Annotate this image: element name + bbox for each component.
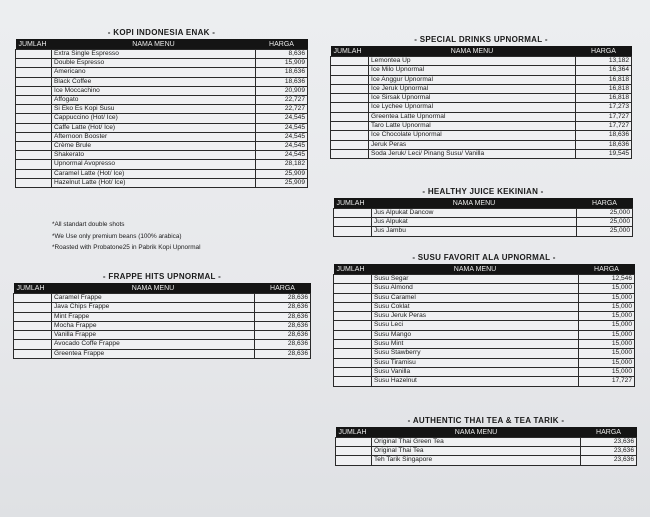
jumlah-cell <box>334 227 372 236</box>
table-row <box>334 302 635 311</box>
table-row <box>334 330 635 339</box>
table-row <box>16 132 308 141</box>
item-price: 25,909 <box>256 178 308 187</box>
item-name: Black Coffee <box>52 77 256 86</box>
item-price: 15,909 <box>256 59 308 68</box>
table-row <box>16 86 308 95</box>
item-price: 18,636 <box>576 131 632 140</box>
jumlah-cell <box>16 142 52 151</box>
item-price: 12,546 <box>579 275 635 284</box>
jumlah-cell <box>14 340 52 349</box>
table-row <box>331 149 632 158</box>
jumlah-cell <box>331 112 369 121</box>
jumlah-cell <box>14 321 52 330</box>
susu-title: - SUSU FAVORIT ALA UPNORMAL - <box>412 253 556 262</box>
column-header-nama-menu: NAMA MENU <box>52 39 256 50</box>
jumlah-cell <box>16 178 52 187</box>
item-name: Avocado Coffe Frappe <box>52 340 255 349</box>
kopi-title: - KOPI INDONESIA ENAK - <box>107 28 216 37</box>
item-price: 28,636 <box>255 294 311 303</box>
jumlah-cell <box>16 123 52 132</box>
susu-section <box>333 253 635 387</box>
jumlah-cell <box>14 312 52 321</box>
item-price: 8,636 <box>256 50 308 59</box>
column-header-nama-menu: NAMA MENU <box>369 46 576 57</box>
item-price: 18,636 <box>256 68 308 77</box>
column-header-jumlah: JUMLAH <box>336 427 372 438</box>
item-name: Double Espresso <box>52 59 256 68</box>
item-name: Afternoon Booster <box>52 132 256 141</box>
table-header-row <box>334 264 635 275</box>
item-price: 28,636 <box>255 312 311 321</box>
table-row <box>16 123 308 132</box>
item-price: 24,545 <box>256 114 308 123</box>
jumlah-cell <box>16 114 52 123</box>
item-name: Susu Leci <box>372 321 579 330</box>
table-row <box>16 151 308 160</box>
table-row <box>14 303 311 312</box>
item-price: 15,000 <box>579 293 635 302</box>
item-name: Mint Frappe <box>52 312 255 321</box>
column-header-jumlah: JUMLAH <box>334 264 372 275</box>
jumlah-cell <box>334 218 372 227</box>
jumlah-cell <box>331 122 369 131</box>
table-row <box>16 50 308 59</box>
table-header-row <box>16 39 308 50</box>
item-price: 24,545 <box>256 151 308 160</box>
item-price: 16,364 <box>576 66 632 75</box>
table-row <box>14 321 311 330</box>
jumlah-cell <box>16 169 52 178</box>
table-row <box>14 294 311 303</box>
jumlah-cell <box>14 349 52 358</box>
kopi-section <box>15 28 308 188</box>
item-price: 18,636 <box>576 140 632 149</box>
table-row <box>336 447 637 456</box>
item-name: Soda Jeruk/ Leci/ Pinang Susu/ Vanilla <box>369 149 576 158</box>
column-header-harga: HARGA <box>579 264 635 275</box>
table-row <box>16 105 308 114</box>
item-name: Extra Single Espresso <box>52 50 256 59</box>
item-price: 15,000 <box>579 330 635 339</box>
susu-table <box>333 264 635 387</box>
item-name: Affogato <box>52 96 256 105</box>
item-price: 15,000 <box>579 312 635 321</box>
note-line: *All standart double shots <box>52 221 125 228</box>
special-table <box>330 46 632 159</box>
table-row <box>16 178 308 187</box>
table-row <box>331 75 632 84</box>
item-price: 15,000 <box>579 321 635 330</box>
item-price: 28,182 <box>256 160 308 169</box>
column-header-nama-menu: NAMA MENU <box>372 427 581 438</box>
item-price: 15,000 <box>579 302 635 311</box>
table-row <box>334 321 635 330</box>
item-name: Susu Segar <box>372 275 579 284</box>
item-name: Susu Vanilla <box>372 367 579 376</box>
item-price: 25,909 <box>256 169 308 178</box>
table-row <box>334 293 635 302</box>
jumlah-cell <box>334 367 372 376</box>
table-row <box>331 103 632 112</box>
note-line: *We Use only premium beans (100% arabica) <box>52 232 182 240</box>
item-price: 23,636 <box>581 447 637 456</box>
item-price: 25,000 <box>577 218 633 227</box>
jumlah-cell <box>16 50 52 59</box>
jumlah-cell <box>331 140 369 149</box>
table-row <box>14 331 311 340</box>
item-price: 15,000 <box>579 284 635 293</box>
item-price: 20,909 <box>256 86 308 95</box>
item-name: Taro Latte Upnormal <box>369 122 576 131</box>
jumlah-cell <box>331 94 369 103</box>
jumlah-cell <box>334 330 372 339</box>
item-name: Caramel Latte (Hot/ Ice) <box>52 169 256 178</box>
item-name: Caffe Latte (Hot/ Ice) <box>52 123 256 132</box>
table-row <box>334 340 635 349</box>
table-row <box>334 275 635 284</box>
table-row <box>331 112 632 121</box>
item-price: 15,000 <box>579 349 635 358</box>
thai-table <box>335 427 637 466</box>
item-price: 16,818 <box>576 75 632 84</box>
jumlah-cell <box>16 96 52 105</box>
column-header-nama-menu: NAMA MENU <box>52 283 255 294</box>
item-name: Susu Mango <box>372 330 579 339</box>
jumlah-cell <box>334 209 372 218</box>
jumlah-cell <box>334 358 372 367</box>
column-header-harga: HARGA <box>576 46 632 57</box>
table-row <box>334 367 635 376</box>
jumlah-cell <box>336 438 372 447</box>
item-price: 25,000 <box>577 227 633 236</box>
item-price: 17,273 <box>576 103 632 112</box>
item-name: Susu Coklat <box>372 302 579 311</box>
frappe-section <box>13 272 311 359</box>
column-header-nama-menu: NAMA MENU <box>372 198 577 209</box>
column-header-harga: HARGA <box>577 198 633 209</box>
table-row <box>334 349 635 358</box>
table-row <box>331 131 632 140</box>
item-price: 18,636 <box>256 77 308 86</box>
item-name: Greentea Latte Upnormal <box>369 112 576 121</box>
item-name: Ice Anggur Upnormal <box>369 75 576 84</box>
column-header-jumlah: JUMLAH <box>16 39 52 50</box>
jumlah-cell <box>331 57 369 66</box>
note-line: *Roasted with Probatone25 in Pabrik Kopi Upnormal <box>52 244 201 251</box>
table-row <box>331 122 632 131</box>
item-name: Hazelnut Latte (Hot/ Ice) <box>52 178 256 187</box>
table-row <box>331 140 632 149</box>
item-price: 17,727 <box>576 122 632 131</box>
item-name: Susu Caramel <box>372 293 579 302</box>
item-price: 28,636 <box>255 303 311 312</box>
jumlah-cell <box>16 151 52 160</box>
item-price: 15,000 <box>579 367 635 376</box>
item-name: Susu Tiramisu <box>372 358 579 367</box>
item-name: Jus Alpukat Dancow <box>372 209 577 218</box>
item-name: Cappuccino (Hot/ Ice) <box>52 114 256 123</box>
item-price: 28,636 <box>255 349 311 358</box>
item-name: Original Thai Green Tea <box>372 438 581 447</box>
item-price: 28,636 <box>255 321 311 330</box>
table-row <box>331 84 632 93</box>
jumlah-cell <box>331 103 369 112</box>
jumlah-cell <box>331 75 369 84</box>
item-price: 25,000 <box>577 209 633 218</box>
jumlah-cell <box>336 447 372 456</box>
item-price: 19,545 <box>576 149 632 158</box>
item-price: 28,636 <box>255 340 311 349</box>
item-price: 17,727 <box>576 112 632 121</box>
column-header-jumlah: JUMLAH <box>331 46 369 57</box>
jumlah-cell <box>331 84 369 93</box>
jumlah-cell <box>331 66 369 75</box>
item-name: Mocha Frappe <box>52 321 255 330</box>
item-name: Upnormal Avopresso <box>52 160 256 169</box>
item-name: Java Chips Frappe <box>52 303 255 312</box>
jumlah-cell <box>14 331 52 340</box>
table-row <box>16 114 308 123</box>
jumlah-cell <box>16 59 52 68</box>
jumlah-cell <box>14 303 52 312</box>
table-header-row <box>336 427 637 438</box>
table-row <box>334 377 635 386</box>
item-name: Ice Lychee Upnormal <box>369 103 576 112</box>
jumlah-cell <box>334 340 372 349</box>
jumlah-cell <box>16 105 52 114</box>
table-header-row <box>334 198 633 209</box>
table-row <box>16 59 308 68</box>
item-price: 23,636 <box>581 438 637 447</box>
table-row <box>14 349 311 358</box>
column-header-harga: HARGA <box>256 39 308 50</box>
table-row <box>16 68 308 77</box>
juice-section <box>333 187 633 237</box>
table-row <box>14 340 311 349</box>
table-row <box>14 312 311 321</box>
table-row <box>334 312 635 321</box>
table-row <box>334 227 633 236</box>
item-name: Jus Alpukat <box>372 218 577 227</box>
column-header-harga: HARGA <box>581 427 637 438</box>
item-name: Susu Stawberry <box>372 349 579 358</box>
jumlah-cell <box>16 132 52 141</box>
item-price: 17,727 <box>579 377 635 386</box>
item-price: 28,636 <box>255 331 311 340</box>
item-name: Jus Jambu <box>372 227 577 236</box>
jumlah-cell <box>14 294 52 303</box>
item-name: Original Thai Tea <box>372 447 581 456</box>
table-row <box>16 96 308 105</box>
jumlah-cell <box>334 349 372 358</box>
item-name: Ice Jeruk Upnormal <box>369 84 576 93</box>
item-price: 24,545 <box>256 142 308 151</box>
juice-table <box>333 198 633 237</box>
thai-section <box>335 416 637 466</box>
frappe-title: - FRAPPE HITS UPNORMAL - <box>102 272 222 281</box>
table-row <box>334 284 635 293</box>
kopi-notes <box>52 219 201 254</box>
item-name: Greentea Frappe <box>52 349 255 358</box>
jumlah-cell <box>334 302 372 311</box>
item-name: Susu Jeruk Peras <box>372 312 579 321</box>
item-name: Teh Tarik Singapore <box>372 456 581 465</box>
item-name: Susu Hazelnut <box>372 377 579 386</box>
column-header-jumlah: JUMLAH <box>334 198 372 209</box>
item-price: 15,000 <box>579 340 635 349</box>
item-price: 24,545 <box>256 123 308 132</box>
item-name: Vanilla Frappe <box>52 331 255 340</box>
item-name: Ice Sirsak Upnormal <box>369 94 576 103</box>
column-header-harga: HARGA <box>255 283 311 294</box>
jumlah-cell <box>334 293 372 302</box>
jumlah-cell <box>16 68 52 77</box>
table-header-row <box>331 46 632 57</box>
table-row <box>336 438 637 447</box>
table-row <box>331 57 632 66</box>
item-price: 23,636 <box>581 456 637 465</box>
item-price: 16,818 <box>576 84 632 93</box>
frappe-table <box>13 283 311 359</box>
item-name: Ice Moccachino <box>52 86 256 95</box>
juice-title: - HEALTHY JUICE KEKINIAN - <box>422 187 544 196</box>
column-header-nama-menu: NAMA MENU <box>372 264 579 275</box>
item-name: Americano <box>52 68 256 77</box>
table-row <box>16 169 308 178</box>
table-header-row <box>14 283 311 294</box>
item-price: 15,000 <box>579 358 635 367</box>
jumlah-cell <box>331 131 369 140</box>
table-row <box>16 77 308 86</box>
kopi-table <box>15 39 308 188</box>
jumlah-cell <box>16 77 52 86</box>
item-name: Jeruk Peras <box>369 140 576 149</box>
table-row <box>334 209 633 218</box>
table-row <box>334 218 633 227</box>
jumlah-cell <box>336 456 372 465</box>
table-row <box>331 66 632 75</box>
item-price: 24,545 <box>256 132 308 141</box>
item-name: Ice Milo Upnormal <box>369 66 576 75</box>
jumlah-cell <box>16 160 52 169</box>
item-price: 16,818 <box>576 94 632 103</box>
thai-title: - AUTHENTIC THAI TEA & TEA TARIK - <box>407 416 565 425</box>
table-row <box>334 358 635 367</box>
table-row <box>16 160 308 169</box>
jumlah-cell <box>334 284 372 293</box>
item-name: Lemontea Up <box>369 57 576 66</box>
jumlah-cell <box>334 275 372 284</box>
item-name: Caramel Frappe <box>52 294 255 303</box>
table-row <box>336 456 637 465</box>
item-price: 13,182 <box>576 57 632 66</box>
item-price: 22,727 <box>256 105 308 114</box>
jumlah-cell <box>334 321 372 330</box>
jumlah-cell <box>334 377 372 386</box>
item-name: Ice Chocolate Upnormal <box>369 131 576 140</box>
column-header-jumlah: JUMLAH <box>14 283 52 294</box>
table-row <box>331 94 632 103</box>
item-name: Susu Mint <box>372 340 579 349</box>
jumlah-cell <box>16 86 52 95</box>
item-name: Crème Brule <box>52 142 256 151</box>
jumlah-cell <box>331 149 369 158</box>
item-name: Si Eko Es Kopi Susu <box>52 105 256 114</box>
item-price: 22,727 <box>256 96 308 105</box>
jumlah-cell <box>334 312 372 321</box>
special-section <box>330 35 632 159</box>
item-name: Susu Almond <box>372 284 579 293</box>
special-title: - SPECIAL DRINKS UPNORMAL - <box>414 35 548 44</box>
item-name: Shakerato <box>52 151 256 160</box>
table-row <box>16 142 308 151</box>
